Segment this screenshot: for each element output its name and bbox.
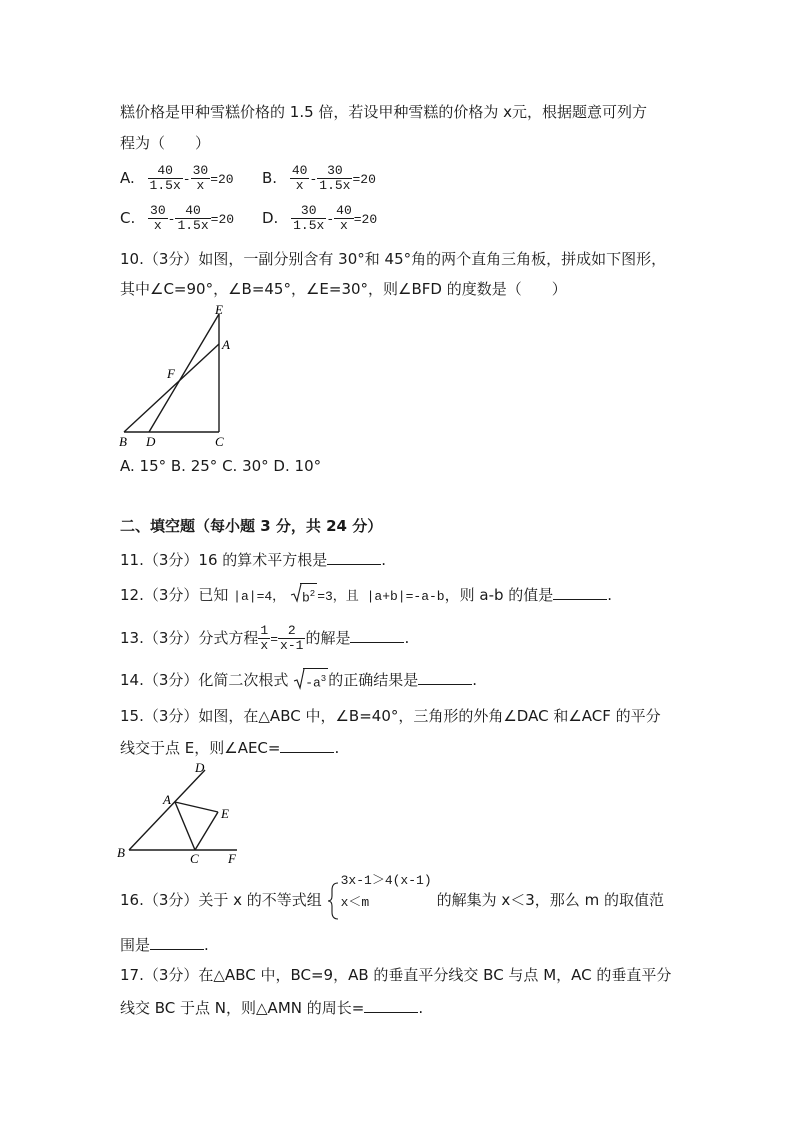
label-e: E: [221, 806, 229, 821]
answer-blank[interactable]: [327, 549, 381, 565]
fraction: $\frac{40}{1.5x}$: [149, 163, 181, 193]
q9-line-2: 程为（ ）: [120, 134, 211, 152]
answer-blank[interactable]: [418, 669, 472, 685]
label-b: B: [117, 845, 125, 860]
fraction: $\frac{30}{x}$: [192, 163, 209, 193]
q10-figure: [115, 302, 245, 450]
segment-ae: [175, 802, 218, 812]
q11: 11.（3分）16 的算术平方根是 .: [120, 551, 387, 569]
q9-option-d[interactable]: D. $\frac{30}{1.5x}$ - $\frac{40}{x}$ =20: [262, 203, 378, 233]
section-title: 二、填空题（每小题 3 分，共 24 分）: [120, 517, 383, 535]
sqrt-neg-a-cubed: $-a^3$: [293, 668, 328, 693]
fraction: $\frac{30}{1.5x}$: [293, 203, 325, 233]
q17-line-1: 17.（3分）在△ABC 中，BC=9，AB 的垂直平分线交 BC 与点 M，AC 的垂直平分: [120, 966, 672, 984]
q16-line-2: 围是 .: [120, 936, 209, 954]
option-label: B.: [262, 169, 278, 187]
sqrt-b-squared: $b^2$: [290, 583, 317, 608]
q15-figure: [115, 760, 245, 865]
label-b: B: [119, 434, 127, 449]
q9-line-1: 糕价格是甲种雪糕价格的 1.5 倍，若设甲种雪糕的价格为 x元，根据题意可列方: [120, 103, 648, 121]
q9-option-a[interactable]: A. $\frac{40}{1.5x}$ - $\frac{30}{x}$ =20: [120, 163, 234, 193]
segment-ce: [195, 812, 218, 850]
label-a: A: [222, 337, 230, 352]
segment-ba: [124, 344, 219, 432]
segment-bd: [129, 770, 205, 850]
label-a: A: [163, 792, 171, 807]
q9-option-c[interactable]: C. $\frac{30}{x}$ - $\frac{40}{1.5x}$ =20: [120, 203, 235, 233]
label-c: C: [215, 434, 224, 449]
q9-option-b[interactable]: B. $\frac{40}{x}$ - $\frac{30}{1.5x}$ =20: [262, 163, 376, 193]
option-label: A.: [120, 169, 135, 187]
inequality-system: 3x-1＞4(x-1) x＜m: [327, 881, 437, 921]
q12: 12.（3分）已知 |a|=4， $b^2 =3$，且 |a+b|=-a-b，则 a-b 的值是 .: [120, 583, 612, 608]
label-f: F: [167, 366, 175, 381]
label-d: D: [195, 760, 205, 775]
segment-de: [149, 314, 219, 432]
q16-line-1: 16.（3分）关于 x 的不等式组 3x-1＞4(x-1) x＜m 的解集为 x＜3，那么 m 的取值范: [120, 880, 664, 921]
fraction: $\frac{1}{x}$: [260, 623, 269, 653]
answer-blank[interactable]: [364, 997, 418, 1013]
q10-line-1: 10.（3分）如图，一副分别含有 30°和 45°角的两个直角三角板，拼成如下图形，: [120, 250, 667, 268]
fraction: $\frac{40}{1.5x}$: [177, 203, 209, 233]
fraction: $\frac{40}{x}$: [291, 163, 308, 193]
answer-blank[interactable]: [553, 584, 607, 600]
segment-ac: [175, 802, 195, 850]
answer-blank[interactable]: [150, 934, 204, 950]
answer-blank[interactable]: [350, 627, 404, 643]
label-f: F: [228, 851, 236, 865]
fraction: $\frac{2}{x-1}$: [280, 623, 304, 653]
q10-options[interactable]: A. 15° B. 25° C. 30° D. 10°: [120, 457, 322, 475]
q15-line-2: 线交于点 E，则∠AEC= .: [120, 739, 340, 757]
q13: 13.（3分）分式方程 $\frac{1}{x}$ = $\frac{2}{x-1}$ 的解是 .: [120, 623, 410, 653]
fraction: $\frac{40}{x}$: [336, 203, 352, 233]
answer-blank[interactable]: [280, 737, 334, 753]
label-c: C: [190, 851, 199, 865]
label-d: D: [146, 434, 156, 449]
q14: 14.（3分）化简二次根式 $-a^3$ 的正确结果是 .: [120, 668, 477, 693]
fraction: $\frac{30}{x}$: [150, 203, 166, 233]
q15-line-1: 15.（3分）如图，在△ABC 中，∠B=40°，三角形的外角∠DAC 和∠ACF 的平分: [120, 707, 661, 725]
option-label: D.: [262, 209, 279, 227]
option-label: C.: [120, 209, 136, 227]
label-e: E: [215, 302, 223, 317]
fraction: $\frac{30}{1.5x}$: [319, 163, 351, 193]
q10-line-2: 其中∠C=90°，∠B=45°，∠E=30°，则∠BFD 的度数是（ ）: [120, 280, 567, 298]
q17-line-2: 线交 BC 于点 N，则△AMN 的周长= .: [120, 999, 424, 1017]
